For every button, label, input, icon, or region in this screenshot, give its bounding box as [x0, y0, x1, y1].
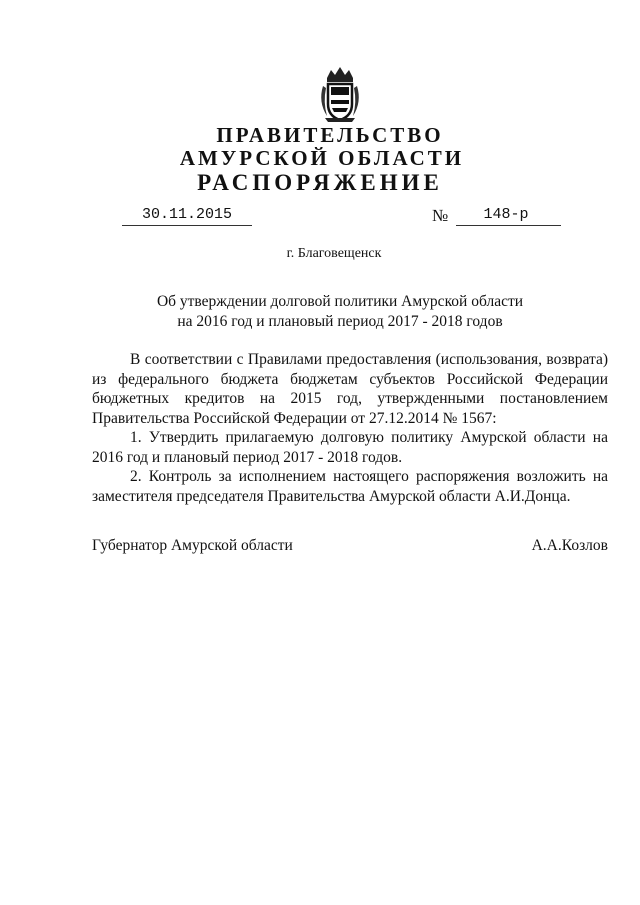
city-name: г. Благовещенск	[286, 246, 382, 261]
signatory-role: Губернатор Амурской области	[92, 537, 293, 554]
document-date: 30.11.2015	[141, 206, 232, 223]
organization-name-line1: ПРАВИТЕЛЬСТВО	[216, 123, 444, 147]
document-type: РАСПОРЯЖЕНИЕ	[197, 170, 443, 195]
number-sign: №	[432, 206, 449, 225]
number-underline	[456, 225, 561, 226]
preamble-paragraph: В соответствии с Правилами предоставления (использования, возврата) из федерального бюджета бюджетам субъектов Российской Федерации бюджетных кредитов на 2015 год, утвержденными постановлением Правительства Российской Федерации от 27.12.2014 № 1567:	[92, 351, 608, 427]
document-title	[120, 292, 560, 332]
item-2-paragraph: 2. Контроль за исполнением настоящего распоряжения возложить на заместителя председателя Правительства Амурской области А.И.Донца.	[92, 468, 608, 505]
organization-name-line2: АМУРСКОЙ ОБЛАСТИ	[179, 146, 465, 170]
date-underline	[122, 225, 252, 226]
document-body	[92, 350, 608, 506]
item-1-paragraph: 1. Утвердить прилагаемую долговую политику Амурской области на 2016 год и плановый период 2017 - 2018 годов.	[92, 429, 608, 466]
title-line1: Об утверждении долговой политики Амурской области	[156, 293, 524, 310]
document-number: 148-р	[483, 206, 529, 223]
title-line2: на 2016 год и плановый период 2017 - 2018 годов	[177, 313, 503, 330]
coat-of-arms-icon	[317, 64, 363, 124]
signatory-name: А.А.Козлов	[531, 537, 608, 554]
